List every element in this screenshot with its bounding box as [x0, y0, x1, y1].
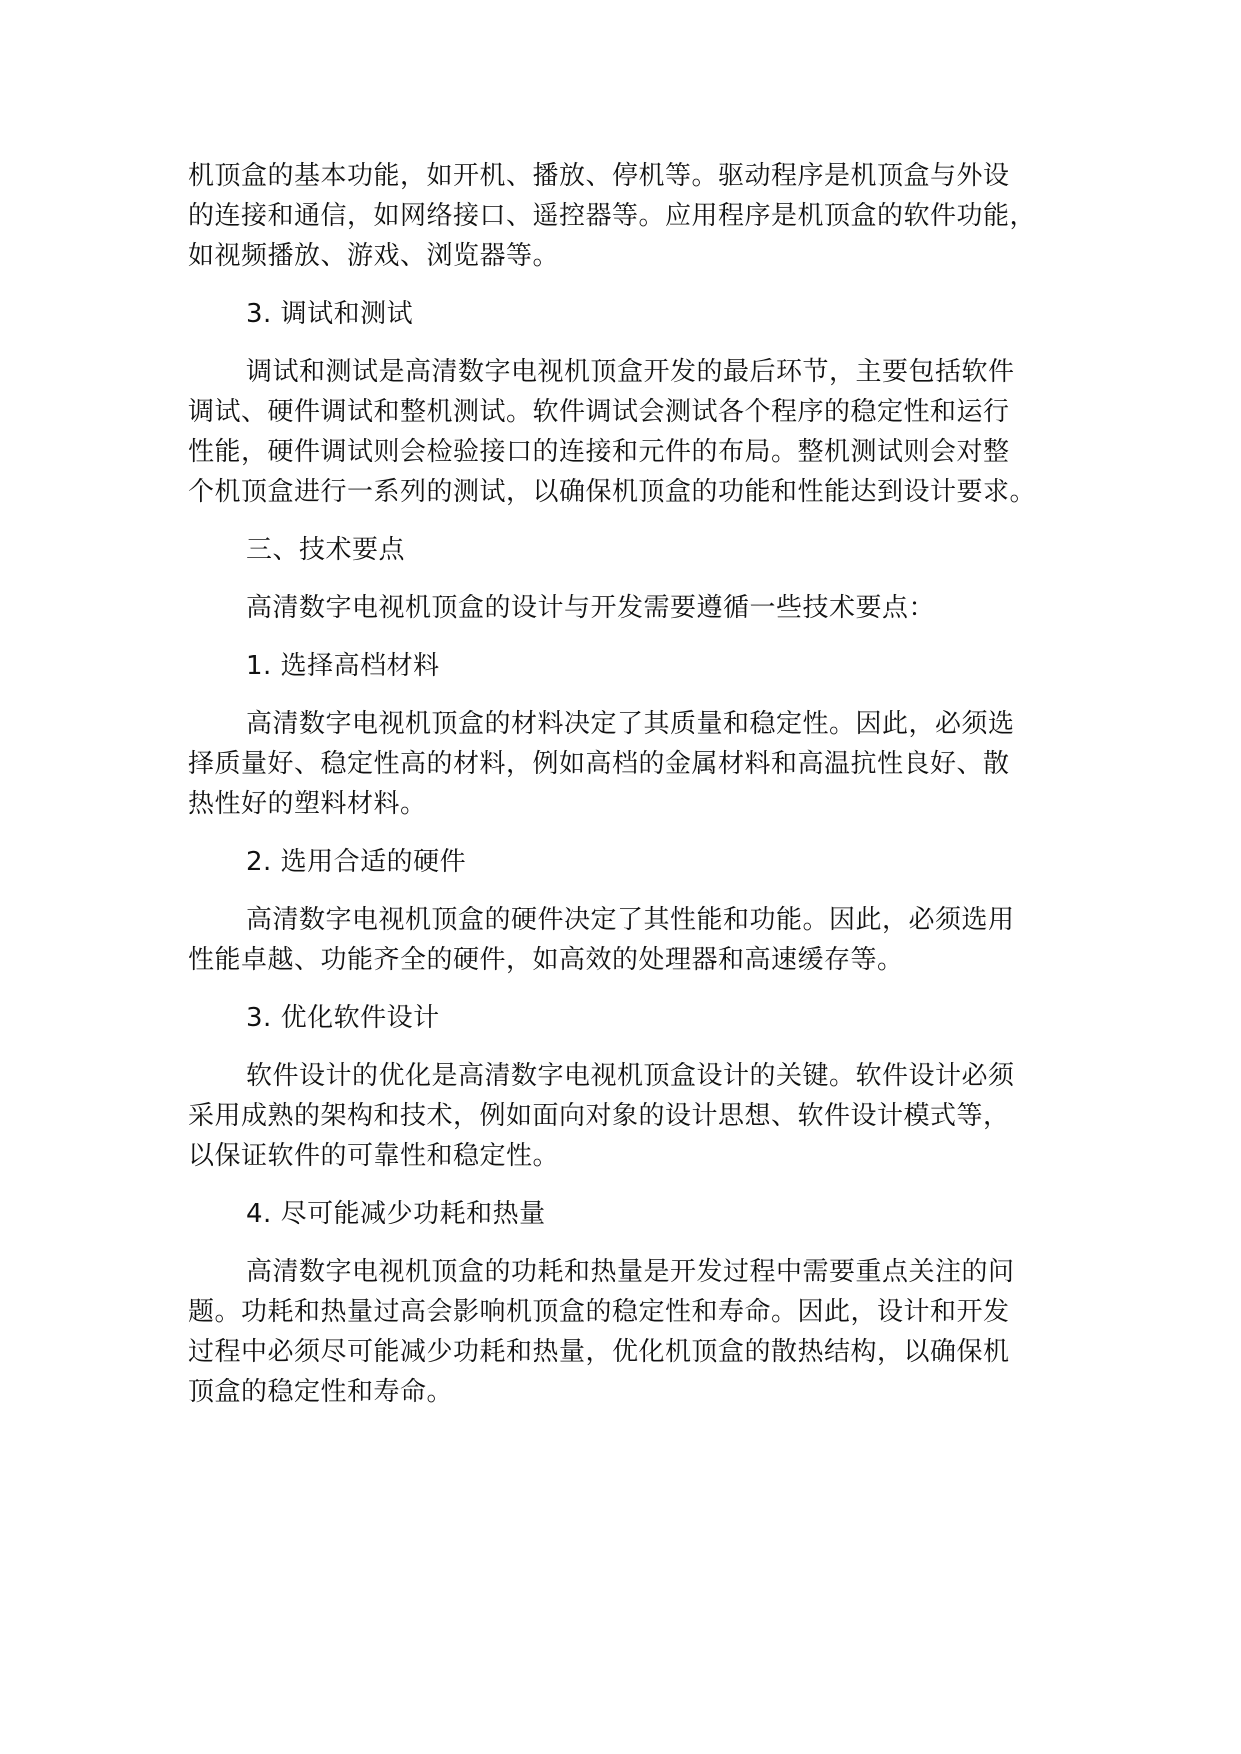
- section-heading: 1. 选择高档材料: [246, 651, 440, 681]
- text-line: 高清数字电视机顶盒的硬件决定了其性能和功能。因此，必须选用: [246, 905, 1015, 935]
- text-line: 软件设计的优化是高清数字电视机顶盒设计的关键。软件设计必须: [246, 1061, 1015, 1091]
- section-heading: 4. 尽可能减少功耗和热量: [246, 1199, 546, 1229]
- text-line: 采用成熟的架构和技术，例如面向对象的设计思想、软件设计模式等，: [188, 1101, 1010, 1131]
- text-line: 个机顶盒进行一系列的测试，以确保机顶盒的功能和性能达到设计要求。: [188, 477, 1037, 507]
- text-line: 机顶盒的基本功能，如开机、播放、停机等。驱动程序是机顶盒与外设: [188, 161, 1010, 191]
- text-line: 题。功耗和热量过高会影响机顶盒的稳定性和寿命。因此，设计和开发: [188, 1297, 1010, 1327]
- section-heading: 2. 选用合适的硬件: [246, 847, 467, 877]
- text-line: 高清数字电视机顶盒的设计与开发需要遵循一些技术要点：: [246, 593, 936, 623]
- text-line: 择质量好、稳定性高的材料，例如高档的金属材料和高温抗性良好、散: [188, 749, 1010, 779]
- section-heading: 3. 调试和测试: [246, 299, 414, 329]
- text-line: 以保证软件的可靠性和稳定性。: [188, 1141, 560, 1171]
- text-line: 高清数字电视机顶盒的材料决定了其质量和稳定性。因此，必须选: [246, 709, 1015, 739]
- section-heading: 三、技术要点: [246, 535, 406, 565]
- text-line: 性能，硬件调试则会检验接口的连接和元件的布局。整机测试则会对整: [188, 437, 1010, 467]
- text-line: 调试和测试是高清数字电视机顶盒开发的最后环节，主要包括软件: [246, 357, 1015, 387]
- text-line: 调试、硬件调试和整机测试。软件调试会测试各个程序的稳定性和运行: [188, 397, 1010, 427]
- text-line: 的连接和通信，如网络接口、遥控器等。应用程序是机顶盒的软件功能，: [188, 201, 1037, 231]
- text-line: 如视频播放、游戏、浏览器等。: [188, 241, 560, 271]
- text-line: 高清数字电视机顶盒的功耗和热量是开发过程中需要重点关注的问: [246, 1257, 1015, 1287]
- section-heading: 3. 优化软件设计: [246, 1003, 440, 1033]
- text-line: 性能卓越、功能齐全的硬件，如高效的处理器和高速缓存等。: [188, 945, 904, 975]
- text-line: 过程中必须尽可能减少功耗和热量，优化机顶盒的散热结构，以确保机: [188, 1337, 1010, 1367]
- text-line: 热性好的塑料材料。: [188, 789, 427, 819]
- text-line: 顶盒的稳定性和寿命。: [188, 1377, 454, 1407]
